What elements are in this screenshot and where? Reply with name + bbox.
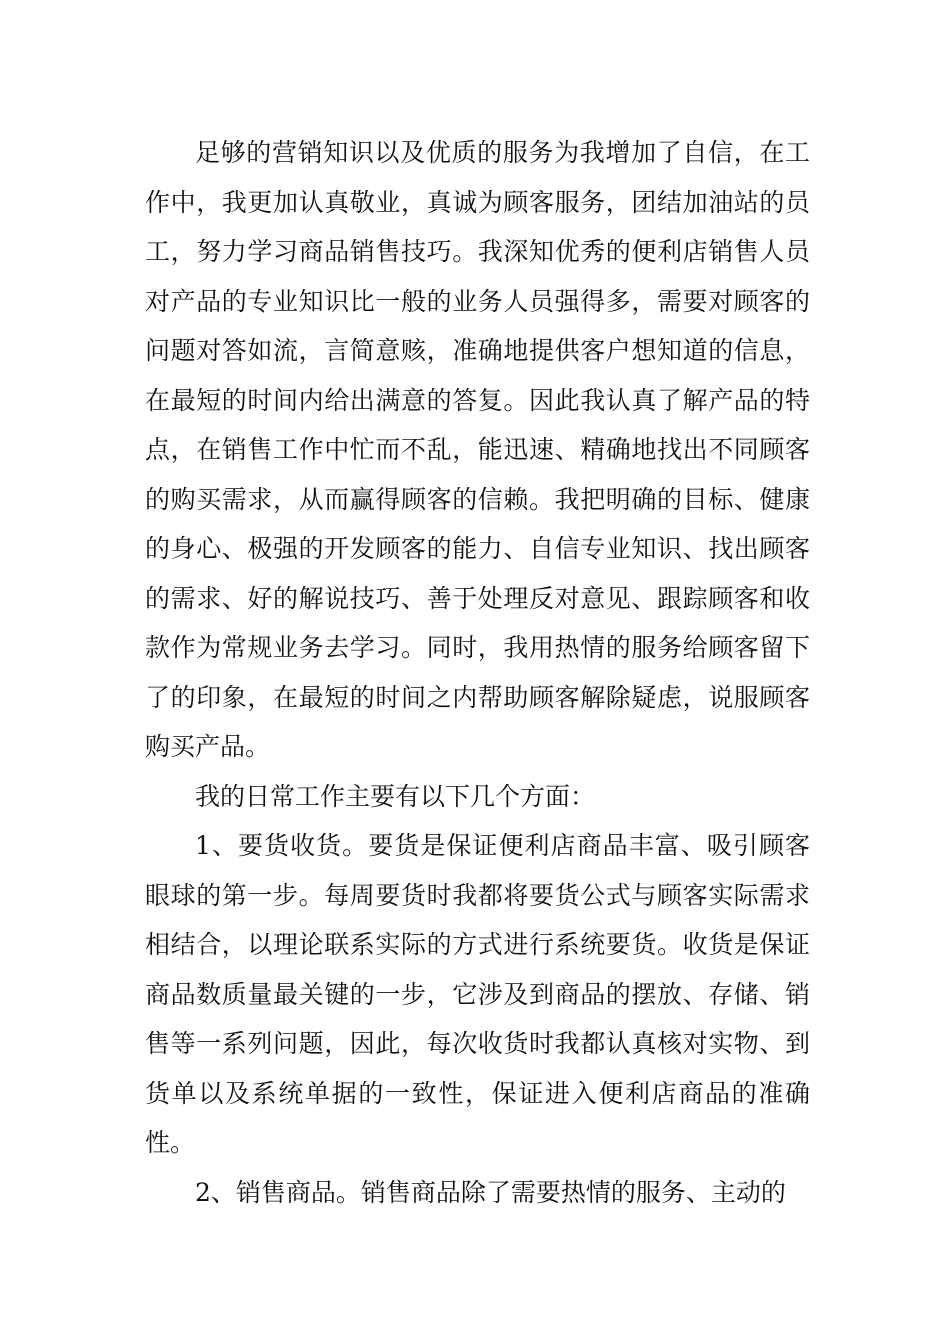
document-body [145,128,810,1217]
paragraph-daily-work-intro: 我的日常工作主要有以下几个方面： [195,781,596,811]
paragraph-selling-goods: 2、销售商品。销售商品除了需要热情的服务、主动的 [195,1177,786,1207]
paragraph-ordering-receiving: 1、要货收货。要货是保证便利店商品丰富、吸引顾客眼球的第一步。每周要货时我都将要货公式与顾客实际需求相结合，以理论联系实际的方式进行系统要货。收货是保证商品数质量最关键的一步，它涉及到商品的摆放、存储、销售等一系列问题，因此，每次收货时我都认真核对实物、到货单以及系统单据的一致性，保证进入便利店商品的准确性。 [145,831,810,1157]
paragraph-marketing-confidence: 足够的营销知识以及优质的服务为我增加了自信，在工作中，我更加认真敬业，真诚为顾客服务，团结加油站的员工，努力学习商品销售技巧。我深知优秀的便利店销售人员对产品的专业知识比一般的业务人员强得多，需要对顾客的问题对答如流，言简意赅，准确地提供客户想知道的信息，在最短的时间内给出满意的答复。因此我认真了解产品的特点，在销售工作中忙而不乱，能迅速、精确地找出不同顾客的购买需求，从而赢得顾客的信赖。我把明确的目标、健康的身心、极强的开发顾客的能力、自信专业知识、找出顾客的需求、好的解说技巧、善于处理反对意见、跟踪顾客和收款作为常规业务去学习。同时，我用热情的服务给顾客留下了的印象，在最短的时间之内帮助顾客解除疑虑，说服顾客购买产品。 [145,138,810,761]
